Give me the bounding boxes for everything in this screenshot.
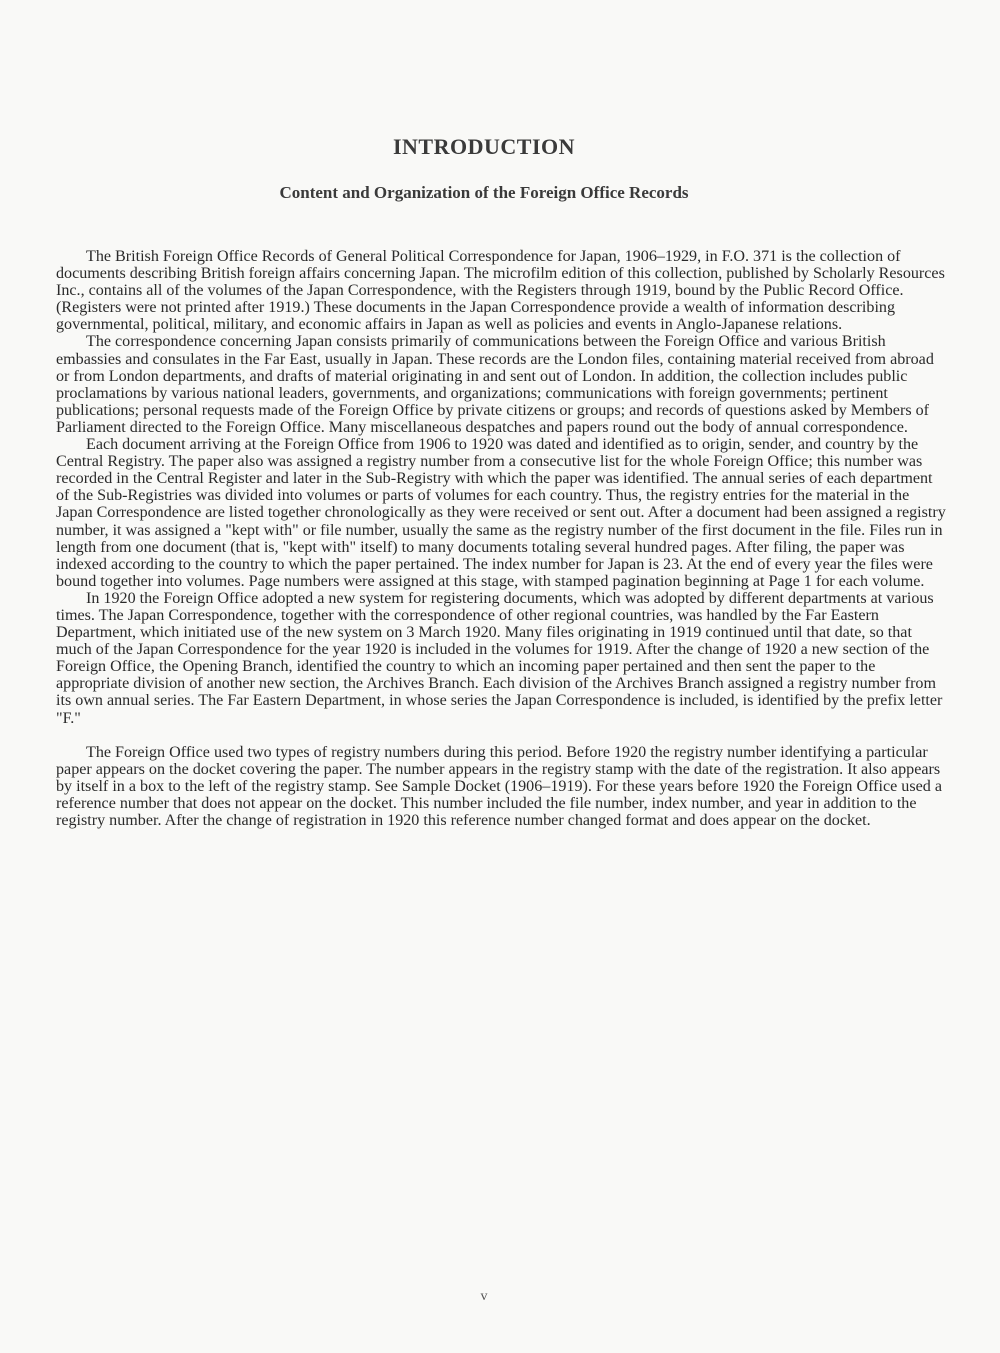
- paragraph-5: The Foreign Office used two types of registry numbers during this period. Before 1920 the registry number identifying a particular paper appears on the docket covering the paper. The number appears in the registry stamp with the date of the registration. It also appears by itself in a box to the left of the registry stamp. See Sample Docket (1906–1919). For these years before 1920 the Foreign Office used a reference number that does not appear on the docket. This number included the file number, index number, and year in addition to the registry number. After the change of registration in 1920 this reference number changed format and does appear on the docket.: [56, 743, 942, 829]
- section-subtitle: Content and Organization of the Foreign Office Records: [279, 183, 689, 202]
- paragraph-1: The British Foreign Office Records of General Political Correspondence for Japan, 1906–1929, in F.O. 371 is the collection of documents describing British foreign affairs concerning Japan. The microfilm edition of this collection, published by Scholarly Resources Inc., contains all of the volumes of the Japan Correspondence, with the Registers through 1919, bound by the Public Record Office. (Registers were not printed after 1919.) These documents in the Japan Correspondence provide a wealth of information describing governmental, political, military, and economic affairs in Japan as well as policies and events in Anglo-Japanese relations.: [56, 248, 945, 334]
- page-title: INTRODUCTION: [392, 134, 576, 159]
- page-number: v: [480, 1289, 488, 1304]
- paragraph-3: Each document arriving at the Foreign Office from 1906 to 1920 was dated and identified as to origin, sender, and country by the Central Registry. The paper also was assigned a registry number from a consecutive list for the whole Foreign Office; this number was recorded in the Central Register and later in the Sub-Registry with which the paper was identified. The annual series of each department of the Sub-Registries was divided into volumes or parts of volumes for each country. Thus, the registry entries for the material in the Japan Correspondence are listed together chronologically as they were received or sent out. After a document had been assigned a registry number, it was assigned a "kept with" or file number, usually the same as the registry number of the first document in the file. Files run in length from one document (that is, "kept with" itself) to many documents totaling several hundred pages. After filing, the paper was indexed according to the country to which the paper pertained. The index number for Japan is 23. At the end of every year the files were bound together into volumes. Page numbers were assigned at this stage, with stamped pagination beginning at Page 1 for each volume.: [56, 436, 946, 590]
- body-text: [56, 248, 948, 829]
- paragraph-4: In 1920 the Foreign Office adopted a new system for registering documents, which was adopted by different departments at various times. The Japan Correspondence, together with the correspondence of other regional countries, was handled by the Far Eastern Department, which initiated use of the new system on 3 March 1920. Many files originating in 1919 continued until that date, so that much of the Japan Correspondence for the year 1920 is included in the volumes for 1919. After the change of 1920 a new section of the Foreign Office, the Opening Branch, identified the country to which an incoming paper pertained and then sent the paper to the appropriate division of another new section, the Archives Branch. Each division of the Archives Branch assigned a registry number from its own annual series. The Far Eastern Department, in whose series the Japan Correspondence is included, is identified by the prefix letter "F.": [56, 589, 943, 727]
- paragraph-2: The correspondence concerning Japan consists primarily of communications between the Foreign Office and various British embassies and consulates in the Far East, usually in Japan. These records are the London files, containing material received from abroad or from London departments, and drafts of material originating in and sent out of London. In addition, the collection includes public proclamations by various national leaders, governments, and organizations; communications with foreign governments; pertinent publications; personal requests made of the Foreign Office by private citizens or groups; and records of questions asked by Members of Parliament directed to the Foreign Office. Many miscellaneous despatches and papers round out the body of annual correspondence.: [56, 333, 934, 436]
